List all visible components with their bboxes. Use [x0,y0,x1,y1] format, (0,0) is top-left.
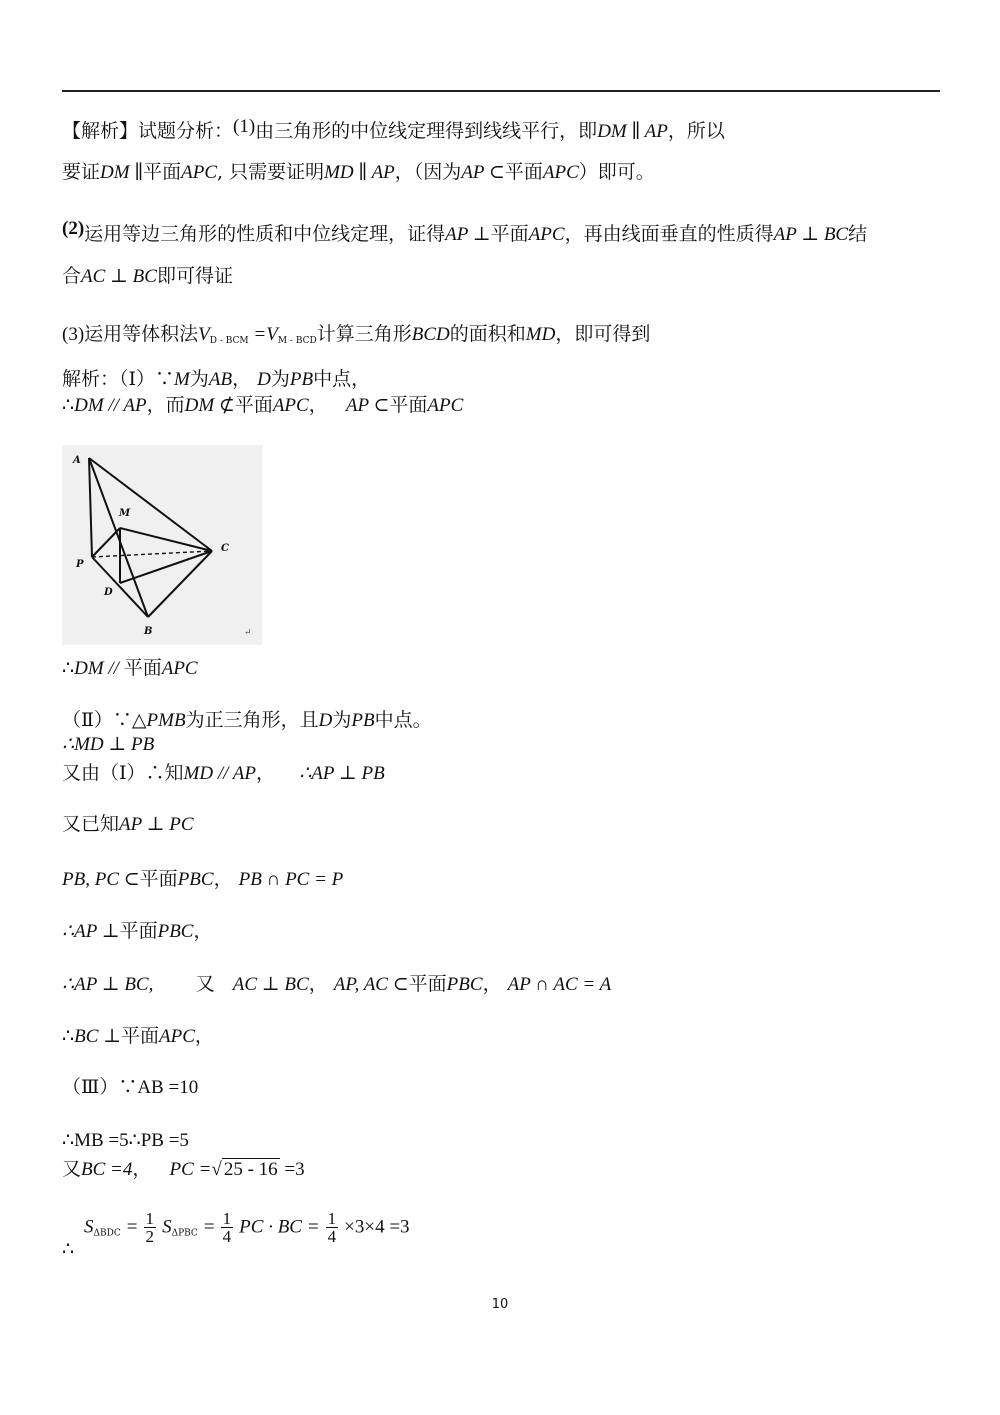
math: MD [525,324,556,345]
analysis-label: 【解析】试题分析： [62,120,234,142]
solution-line-11 [62,1027,214,1046]
solution-line-13 [62,1131,189,1150]
math-subscript: D - BCM [209,336,249,346]
math: ∴AP ⊥ BC, [62,974,154,995]
text: ， [193,920,213,942]
area-equation [84,1210,410,1245]
math-subscript: ΔBDC [93,1228,121,1239]
denominator: 4 [327,1227,337,1246]
text: ∴ [62,1025,75,1047]
text: ，即可得到 [555,323,651,345]
math: BCD [411,324,450,345]
text: 平面 [389,394,428,416]
solution-line-3 [62,659,198,678]
fraction [144,1210,157,1245]
math: MD ∥ AP [324,162,395,183]
math: S [162,1216,172,1238]
label-c: C [221,543,229,554]
math: AC ⊥ BC [232,974,309,995]
page-number: 10 [491,1297,509,1312]
part-number: (2) [62,218,85,239]
text: （Ⅱ）∵ [62,709,132,731]
math: DM // [74,658,124,679]
text: ， [194,1025,214,1047]
text: 的面积和 [449,323,526,345]
sqrt-content: 25 - 16 [223,1159,278,1180]
math: AP, AC ⊂ [333,974,409,995]
text: ，再由线面垂直的性质得 [564,223,774,245]
denominator: 4 [222,1227,232,1246]
part-number: (3) [62,324,85,345]
solution-line-14 [62,1160,305,1179]
text: 中点。 [374,709,432,731]
text: 计算三角形 [316,323,412,345]
math: APC [528,224,565,245]
label-m: M [119,508,131,519]
solution-line-5 [62,735,154,754]
text: 即可得证 [156,265,233,287]
math: PB ∩ PC = P [238,869,344,890]
part-number: (1) [233,116,256,137]
label-b: B [144,626,153,637]
math: ∴AP ⊥ [62,921,120,942]
text: ，而 [146,394,185,416]
analysis-line-5 [62,325,650,346]
text: 为 [270,368,290,390]
text: 为 [332,709,352,731]
return-mark-icon: ↵ [244,628,252,638]
text: 平面 [121,1025,160,1047]
text: ∴ [62,657,75,679]
text: 结 [848,223,868,245]
math: ∴AP ⊥ PB [299,763,385,784]
edge-ap [89,458,92,557]
math: APC [272,395,309,416]
math: AP ⊥ PC [119,814,194,835]
tetrahedron-diagram [62,445,262,645]
edge-ab [89,458,148,617]
text: 由三角形的中位线定理得到线线平行，即 [255,120,598,142]
text: 平面 [139,868,178,890]
text: ， [232,368,252,390]
math: ∴MD ⊥ PB [62,734,155,755]
math: AP ⊥ [445,224,491,245]
math: S [84,1216,94,1238]
math-subscript: ΔPBC [171,1228,198,1239]
math: APC [161,658,198,679]
math: D [257,369,271,390]
text: 平面 [234,394,273,416]
text: 运用等边三角形的性质和中位线定理，证得 [84,223,446,245]
solution-line-10 [62,975,611,994]
math: PB, PC ⊂ [62,869,140,890]
math: AP ⊂ [461,162,505,183]
math: =3 [279,1159,305,1180]
text: 合 [62,265,82,287]
text: ）即可。 [578,161,655,183]
math: MD // AP [183,763,256,784]
text: 又由（Ⅰ）∴知 [62,762,184,784]
math: = [203,1216,215,1238]
text: 平面 [408,973,447,995]
text: 要证 [62,161,101,183]
math: V [198,324,210,345]
geometry-figure [62,445,262,645]
solution-line-2 [62,396,463,415]
math: APC [542,162,579,183]
solution-line-8 [62,870,343,889]
analysis-line-3 [62,219,867,244]
solution-line-1 [62,370,370,389]
math: = [126,1216,138,1238]
edge-ac [89,458,212,551]
label-p: P [76,559,84,570]
label-a: A [73,455,81,466]
math: PBC [157,921,194,942]
math: △PMB [131,710,186,731]
solution-line-9 [62,922,213,941]
label-d: D [104,587,113,598]
text: 又 [195,973,215,995]
text: 又 [62,1158,82,1180]
text: , 只需要证明 [217,161,325,183]
text: 为正三角形，且 [185,709,319,731]
text: ∴ [62,1238,75,1260]
math: APC [427,395,464,416]
math: BC =4 [81,1159,133,1180]
solution-line-6 [62,764,385,783]
math: ×3×4 =3 [344,1216,410,1238]
math: DM ∥ [100,162,144,183]
numerator: 1 [327,1209,337,1228]
math: PC · BC = [239,1216,320,1238]
math: DM ∥ AP [597,121,668,142]
solution-line-7 [62,815,194,834]
denominator: 2 [145,1227,155,1246]
math: M [174,369,190,390]
text: ， [482,973,502,995]
text: ， [213,868,233,890]
text: ， [308,394,328,416]
math: =V [248,324,278,345]
text: ， [308,973,328,995]
text: （Ⅲ）∵ [62,1076,138,1098]
analysis-line-1 [62,117,725,141]
math: PBC [177,869,214,890]
edge-bc [148,551,212,617]
text: ， [256,762,276,784]
text: ∴ [62,394,75,416]
math: D [318,710,333,731]
header-rule [62,90,940,92]
math: PB [289,369,314,390]
numerator: 1 [145,1209,155,1228]
edge-pc-hidden [92,551,212,557]
text: ， [132,1158,152,1180]
math: AB =10 [137,1077,199,1098]
numerator: 1 [222,1209,232,1228]
analysis-line-4 [62,267,233,286]
solution-line-4 [62,711,432,730]
text: 平面 [119,920,158,942]
math: AP ⊥ BC [773,224,849,245]
math: AP ⊂ [345,395,390,416]
math: PC = [169,1159,212,1180]
text: ，（因为 [394,161,462,183]
text: 解析：（Ⅰ）∵ [62,368,175,390]
math: AC ⊥ BC [81,266,157,287]
analysis-line-2 [62,163,655,182]
text: 平面 [504,161,543,183]
text: 中点， [313,368,371,390]
math: PB [351,710,375,731]
text: 平面 [123,657,162,679]
text: 平面 [490,223,529,245]
sqrt-symbol: √ [211,1159,222,1180]
text: 运用等体积法 [84,323,199,345]
fraction [326,1210,339,1245]
text: 为 [189,368,209,390]
text: ，所以 [667,120,725,142]
math: PBC [446,974,483,995]
math-subscript: M - BCD [277,336,317,346]
text: 平面 [143,161,182,183]
fraction [221,1210,234,1245]
text: 又已知 [62,813,120,835]
math: BC ⊥ [74,1026,121,1047]
math: AB [208,369,233,390]
math: APC [181,162,217,183]
math: APC [159,1026,195,1047]
solution-line-12 [62,1078,198,1097]
math: ∴MB =5∴PB =5 [62,1130,189,1151]
math: DM ⊄ [184,395,235,416]
math: DM // AP [74,395,147,416]
math: AP ∩ AC = A [507,974,612,995]
edge-pm [92,528,120,557]
